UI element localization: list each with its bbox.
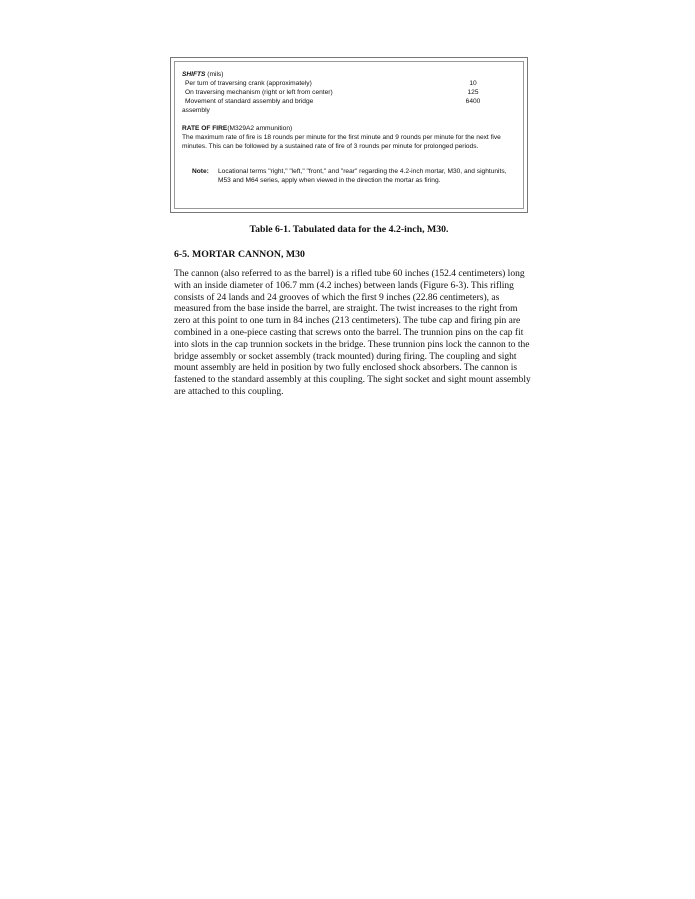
rate-of-fire-subtitle: (M329A2 ammunition) xyxy=(227,125,293,132)
shifts-unit: (mils) xyxy=(207,71,224,78)
rate-of-fire-title: RATE OF FIRE xyxy=(182,125,228,132)
shifts-row-label: Per turn of traversing crank (approximately) xyxy=(185,80,312,87)
shifts-row xyxy=(182,88,517,97)
table-caption: Table 6-1. Tabulated data for the 4.2-inch, M30. xyxy=(249,224,449,235)
data-table xyxy=(174,61,524,209)
shifts-row-label: On traversing mechanism (right or left from center) xyxy=(185,89,333,96)
shifts-row-wrap: assembly xyxy=(182,107,210,114)
table-note xyxy=(182,167,517,185)
shifts-row xyxy=(182,79,517,88)
shifts-row-value: 6400 xyxy=(465,98,481,105)
rate-of-fire-text: The maximum rate of fire is 18 rounds per minute for the first minute and 9 rounds per minute for the next five minutes. This can be followed by a sustained rate of fire of 3 rounds per minute for prolonged periods. xyxy=(182,134,501,150)
shifts-title: SHIFTS xyxy=(182,71,206,78)
shifts-row-value: 10 xyxy=(469,80,477,87)
rate-of-fire-header xyxy=(182,124,517,133)
shifts-row xyxy=(182,97,517,106)
data-table-frame xyxy=(170,57,528,213)
note-label: Note: xyxy=(192,168,209,175)
section-heading: 6-5. MORTAR CANNON, M30 xyxy=(174,249,305,260)
shifts-header xyxy=(182,70,517,79)
body-paragraph: The cannon (also referred to as the barrel) is a rifled tube 60 inches (152.4 centimeters) long with an inside diameter of 106.7 mm (4.2 inches) between lands (Figure 6-3). This rifling consists of 24 lands and 24 grooves of which the first 9 inches (22.86 centimeters), as measured from the base inside the barrel, are straight. The twist increases to the right from zero at this point to one turn in 84 inches (213 centimeters). The tube cap and firing pin are combined in a one-piece casting that screws onto the barrel. The trunnion pins on the cap fit into slots in the cap trunnion sockets in the bridge. These trunnion pins lock the cannon to the bridge assembly or socket assembly (track mounted) during firing. The coupling and sight mount assembly are held in position by two fully enclosed shock absorbers. The cannon is fastened to the standard assembly at this coupling. The sight socket and sight mount assembly are attached to this coupling. xyxy=(174,269,531,397)
shifts-row-label: Movement of standard assembly and bridge xyxy=(185,98,314,105)
note-text: Locational terms "right," "left," "front," and "rear" regarding the 4.2-inch mortar, M30, and sightunits, M53 and M64 series, apply when viewed in the direction the mortar as firing. xyxy=(218,168,507,184)
shifts-row-value: 125 xyxy=(467,89,479,96)
